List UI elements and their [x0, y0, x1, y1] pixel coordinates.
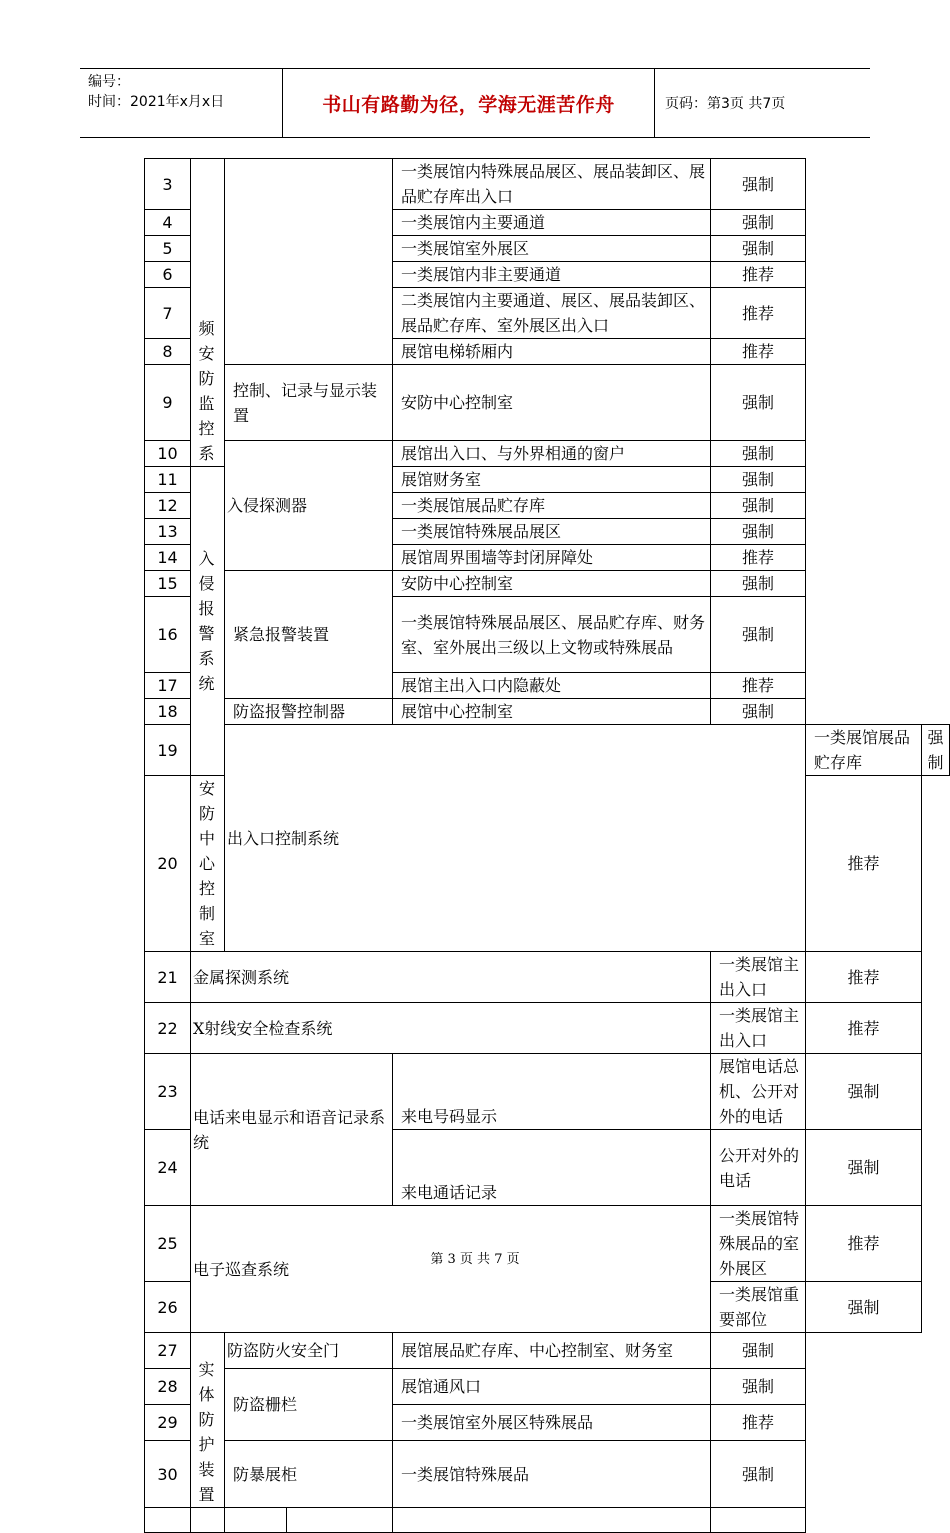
location-cell: 一类展馆特殊展品展区: [393, 519, 711, 545]
empty-cell: [145, 1508, 191, 1533]
row-number: 15: [145, 571, 191, 597]
anti-theft-fence-cell: 防盗栅栏: [225, 1369, 393, 1441]
location-cell: 二类展馆内主要通道、展区、展品装卸区、展品贮存库、室外展区出入口: [393, 288, 711, 339]
row-number: 21: [145, 952, 191, 1003]
row-number: 20: [145, 776, 191, 952]
empty-cell: [191, 1508, 225, 1533]
empty-cell: [711, 1508, 806, 1533]
emergency-alarm-cell: 紧急报警装置: [225, 571, 393, 699]
video-system-label: 频安防监控系: [198, 319, 215, 463]
row-number: 10: [145, 441, 191, 467]
fire-door-cell: 防盗防火安全门: [225, 1333, 393, 1369]
location-cell: 一类展馆主出入口: [711, 1003, 806, 1054]
intrusion-system-cell: [191, 467, 225, 776]
requirement-cell: 强制: [922, 725, 950, 776]
security-table: [144, 158, 950, 1533]
location-cell: 展馆出入口、与外界相通的窗户: [393, 441, 711, 467]
header-right-cell: [655, 69, 870, 137]
empty-cell: [287, 1508, 393, 1533]
location-cell: 展馆通风口: [393, 1369, 711, 1405]
location-cell: 展馆展品贮存库、中心控制室、财务室: [393, 1333, 711, 1369]
row-number: 27: [145, 1333, 191, 1369]
row-number: 16: [145, 597, 191, 673]
camera-blank-cell: [225, 159, 393, 365]
row-number: 9: [145, 365, 191, 441]
requirement-cell: 强制: [711, 441, 806, 467]
motto: 书山有路勤为径，学海无涯苦作舟: [322, 93, 615, 116]
row-number: 6: [145, 262, 191, 288]
header-center-cell: [283, 69, 655, 137]
row-number: 12: [145, 493, 191, 519]
anti-theft-controller-cell: 防盗报警控制器: [225, 699, 393, 725]
requirement-cell: 强制: [711, 1333, 806, 1369]
empty-cell: [225, 1508, 287, 1533]
code-label: 编号：: [88, 74, 130, 90]
requirement-cell: 强制: [711, 571, 806, 597]
intrusion-system-label: 入侵报警系统: [198, 549, 215, 693]
page-footer: 第 3 页 共 7 页: [430, 1252, 520, 1267]
physical-protection-label: 实体防护装置: [198, 1360, 215, 1504]
row-number: 8: [145, 339, 191, 365]
location-cell: 一类展馆特殊展品展区、展品贮存库、财务室、室外展出三级以上文物或特殊展品: [393, 597, 711, 673]
requirement-cell: 强制: [711, 597, 806, 673]
row-number: 4: [145, 210, 191, 236]
requirement-cell: 推荐: [806, 776, 922, 952]
row-number: 5: [145, 236, 191, 262]
location-cell: 公开对外的电话: [711, 1130, 806, 1206]
row-number: 26: [145, 1282, 191, 1333]
requirement-cell: 强制: [711, 467, 806, 493]
requirement-cell: 强制: [711, 493, 806, 519]
location-cell: 展馆周界围墙等封闭屏障处: [393, 545, 711, 571]
row-number: 24: [145, 1130, 191, 1206]
metal-detection-cell: 金属探测系统: [191, 952, 711, 1003]
location-cell: 一类展馆内主要通道: [393, 210, 711, 236]
requirement-cell: 强制: [711, 1369, 806, 1405]
row-number: 7: [145, 288, 191, 339]
requirement-cell: 推荐: [711, 339, 806, 365]
requirement-cell: 强制: [711, 519, 806, 545]
row-number: 25: [145, 1206, 191, 1282]
requirement-cell: 强制: [806, 1282, 922, 1333]
location-cell: 安防中心控制室: [393, 571, 711, 597]
phone-system-cell: 电话来电显示和语音记录系统: [191, 1054, 393, 1206]
location-cell: 一类展馆室外展区: [393, 236, 711, 262]
xray-system-cell: X射线安全检查系统: [191, 1003, 711, 1054]
location-cell: 一类展馆内非主要通道: [393, 262, 711, 288]
requirement-cell: 推荐: [711, 545, 806, 571]
row-number: 18: [145, 699, 191, 725]
control-device-cell: 控制、记录与显示装置: [225, 365, 393, 441]
requirement-cell: 推荐: [806, 1206, 922, 1282]
video-system-cell: [191, 159, 225, 467]
row-number: 11: [145, 467, 191, 493]
page-info: 页码：第3页 共7页: [665, 96, 786, 112]
row-number: 30: [145, 1441, 191, 1508]
row-number: 22: [145, 1003, 191, 1054]
requirement-cell: 推荐: [711, 1405, 806, 1441]
requirement-cell: 推荐: [711, 262, 806, 288]
caller-id-cell: 来电号码显示: [393, 1054, 711, 1130]
requirement-cell: 推荐: [711, 673, 806, 699]
header-left-cell: [80, 69, 283, 137]
row-number: 19: [145, 725, 191, 776]
location-cell: 展馆财务室: [393, 467, 711, 493]
row-number: 28: [145, 1369, 191, 1405]
location-cell: 安防中心控制室: [191, 776, 225, 952]
requirement-cell: 推荐: [711, 288, 806, 339]
requirement-cell: 强制: [806, 1130, 922, 1206]
location-cell: 一类展馆特殊展品的室外展区: [711, 1206, 806, 1282]
page-header: [80, 68, 870, 138]
patrol-system-cell: 电子巡查系统: [191, 1206, 711, 1333]
requirement-cell: 推荐: [806, 1003, 922, 1054]
call-record-cell: 来电通话记录: [393, 1130, 711, 1206]
location-cell: 展馆电梯轿厢内: [393, 339, 711, 365]
location-cell: 一类展馆重要部位: [711, 1282, 806, 1333]
physical-protection-cell: [191, 1333, 225, 1508]
requirement-cell: 强制: [806, 1054, 922, 1130]
requirement-cell: 强制: [711, 699, 806, 725]
requirement-cell: 强制: [711, 236, 806, 262]
location-cell: 一类展馆室外展区特殊展品: [393, 1405, 711, 1441]
location-cell: 一类展馆特殊展品: [393, 1441, 711, 1508]
row-number: 29: [145, 1405, 191, 1441]
location-cell: 展馆中心控制室: [393, 699, 711, 725]
access-control-cell: 出入口控制系统: [225, 725, 806, 952]
requirement-cell: 强制: [711, 365, 806, 441]
row-number: 17: [145, 673, 191, 699]
row-number: 14: [145, 545, 191, 571]
intrusion-detector-cell: 入侵探测器: [225, 441, 393, 571]
riot-cabinet-cell: 防暴展柜: [225, 1441, 393, 1508]
requirement-cell: 强制: [711, 159, 806, 210]
location-cell: 安防中心控制室: [393, 365, 711, 441]
location-cell: 展馆电话总机、公开对外的电话: [711, 1054, 806, 1130]
requirement-cell: 强制: [711, 1441, 806, 1508]
location-cell: 一类展馆主出入口: [711, 952, 806, 1003]
location-cell: 一类展馆展品贮存库: [806, 725, 922, 776]
time-label: 时间：2021年x月x日: [88, 94, 225, 110]
requirement-cell: 强制: [711, 210, 806, 236]
row-number: 13: [145, 519, 191, 545]
location-cell: 展馆主出入口内隐蔽处: [393, 673, 711, 699]
requirement-cell: 推荐: [806, 952, 922, 1003]
row-number: 3: [145, 159, 191, 210]
empty-cell: [393, 1508, 711, 1533]
empty-row: [145, 1508, 950, 1533]
location-cell: 一类展馆展品贮存库: [393, 493, 711, 519]
location-cell: 一类展馆内特殊展品展区、展品装卸区、展品贮存库出入口: [393, 159, 711, 210]
row-number: 23: [145, 1054, 191, 1130]
